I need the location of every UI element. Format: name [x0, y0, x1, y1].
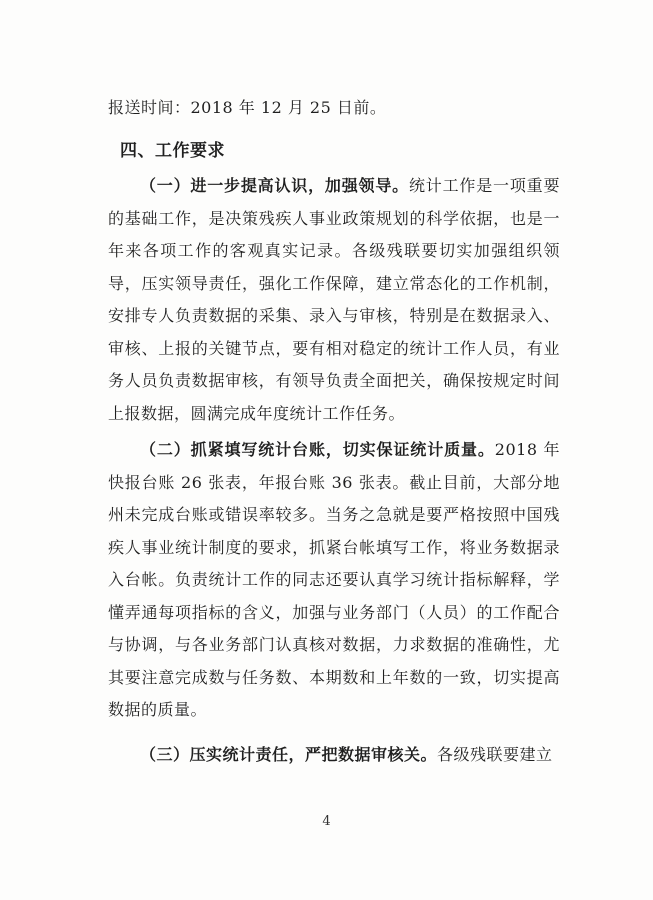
paragraph-body: 统计工作是一项重要的基础工作，是决策残疾人事业政策规划的科学依据，也是一年来各项工作的客观真实记录。各级残联要切实加强组织领导，压实领导责任，强化工作保障，建立常态化的工作机制，安排专人负责数据的采集、录入与审核，特别是在数据录入、审核、上报的关键节点，要有相对稳定的统计工作人员，有业务人员负责数据审核，有领导负责全面把关，确保按规定时间上报数据，圆满完成年度统计工作任务。 [108, 176, 560, 423]
section-heading: 四、工作要求 [120, 141, 225, 161]
paragraph-heading: （二）抓紧填写统计台账，切实保证统计质量。 [140, 440, 495, 459]
page-number: 4 [322, 814, 331, 829]
paragraph-data-review [108, 739, 560, 772]
deadline-line: 报送时间：2018 年 12 月 25 日前。 [108, 98, 387, 117]
paragraph-heading: （三）压实统计责任，严把数据审核关。 [140, 744, 438, 764]
paragraph-body: 各级残联要建立 [437, 744, 553, 764]
paragraph-statistical-ledger [108, 434, 560, 727]
paragraph-heading: （一）进一步提高认识，加强领导。 [140, 176, 409, 195]
paragraph-body: 2018 年快报台账 26 张表，年报台账 36 张表。截止目前，大部分地州未完成台账或错误率较多。当务之急就是要严格按照中国残疾人事业统计制度的要求，抓紧台帐填写工作，将业务数据录入台帐。负责统计工作的同志还要认真学习统计指标解释，学懂弄通每项指标的含义，加强与业务部门（人员）的工作配合与协调，与各业务部门认真核对数据，力求数据的准确性，尤其要注意完成数与任务数、本期数和上年数的一致，切实提高数据的质量。 [108, 440, 560, 719]
document-body [108, 96, 560, 771]
paragraph-strengthen-leadership [108, 170, 560, 430]
